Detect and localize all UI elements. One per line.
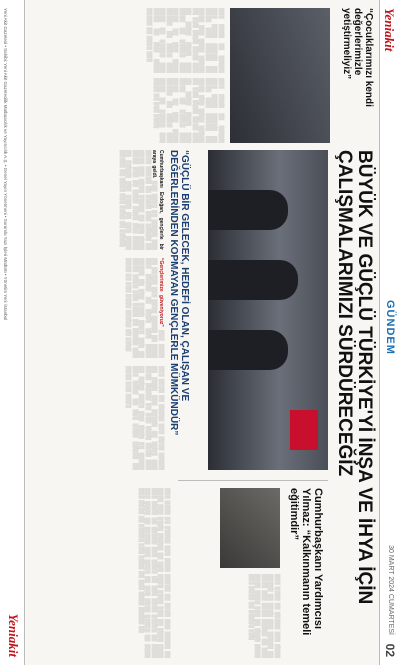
- person-silhouette: [208, 260, 298, 300]
- page-header: [379, 0, 400, 665]
- left-story-photo: [230, 8, 330, 143]
- imprint: Yeni Akit Gazetesi • Sahibi: Yeni Akit Gazetecilik Matbaacılık ve Yayıncılık A.Ş. • Genel Yayın Yönetmeni • Sorumlu Yazı İşleri Müdürü • Yönetim Yeri: İstanbul: [3, 8, 9, 321]
- left-story-column-2: ░░░ ░░░░ ░░ ░░░░░ ░░░ ░░░░ ░░░░░ ░░ ░░░░ ░░░ ░░░░░ ░░ ░░░░ ░░░ ░░░░ ░░░░░ ░░ ░░░ ░░░░ ░░░░ ░░░ ░░ ░░░░ ░░░░ ░░░ ░░░░ ░░ ░░░░░ ░░░ ░░░░ ░░ ░░░ ░░░░ ░░░░░ ░░ ░░░░ ░░░ ░░░░ ░░ ░░░░░ ░░░ ░░░░ ░░ ░░░ ░░░░: [153, 78, 224, 143]
- side-story-photo: [220, 488, 280, 568]
- side-story-column-1: ░░░ ░░░░ ░░ ░░░░░ ░░░ ░░░░ ░░░░░ ░░ ░░░░ ░░░ ░░░░░ ░░ ░░░░ ░░░ ░░░░ ░░░░░ ░░ ░░░ ░░░░ ░░░░ ░░░ ░░ ░░░░ ░░░░ ░░░ ░░░░ ░░ ░░░░░ ░░░: [248, 574, 280, 658]
- footer-logo: Yeniakit: [6, 613, 21, 657]
- masthead-logo: Yeniakit: [382, 8, 397, 52]
- left-story-headline: “Çocuklarımızı kendi değerlerimizle yetiştirmeliyiz”: [341, 8, 374, 107]
- main-story-column-3: ░░░ ░░░░ ░░ ░░░░░ ░░░ ░░░░ ░░░░░ ░░ ░░░░ ░░░ ░░░░░ ░░ ░░░░ ░░░ ░░░░ ░░░░░ ░░ ░░░ ░░░░ ░░░░ ░░░ ░░ ░░░░ ░░░░ ░░░ ░░░░ ░░ ░░░░░ ░░░ ░░░░ ░░ ░░░ ░░░░ ░░░░░ ░░ ░░░░ ░░░ ░░░░: [125, 366, 164, 470]
- page-number: 02: [383, 643, 397, 657]
- flag-in-photo: [290, 410, 318, 450]
- main-headline-line-2: ÇALIŞMALARIMIZI SÜRDÜRECEĞİZ: [334, 150, 355, 477]
- main-headline: [334, 150, 374, 650]
- section-name: GÜNDEM: [384, 300, 396, 355]
- main-headline-line-1: BÜYÜK VE GÜÇLÜ TÜRKİYE'Yİ İNŞA VE İHYA İÇİN: [354, 150, 375, 605]
- person-silhouette: [208, 190, 288, 230]
- page-date: 30 MART 2024 CUMARTESİ: [387, 545, 394, 635]
- main-story-lead: Cumhurbaşkanı Erdoğan, gençlerle bir araya geldi.: [151, 150, 164, 250]
- main-photo: [208, 150, 328, 470]
- main-story-column-2: “Gençlerimize güveniyoruz” ░░░ ░░░░ ░░ ░░░░░ ░░░ ░░░░ ░░░░░ ░░ ░░░░ ░░░ ░░░░░ ░░ ░░░░ ░░░ ░░░░ ░░░░░ ░░ ░░░ ░░░░ ░░░░ ░░░ ░░ ░░░░ ░░░░ ░░░ ░░░░ ░░ ░░░░░ ░░░ ░░░░ ░░ ░░░ ░░░░ ░░░░░ ░░ ░░░░: [125, 258, 164, 358]
- page-footer: [0, 0, 25, 665]
- side-story-headline: Cumhurbaşkanı Yardımcısı Yılmaz: “Kalkınmanın temeli eğitimdir”: [288, 488, 324, 636]
- main-subhead: “GÜÇLÜ BİR GELECEK, HEDEFİ OLAN, ÇALIŞAN VE DEĞERLERİNDEN KOPMAYAN GENÇLERLE MÜMKÜNDÜR”: [168, 150, 190, 436]
- side-story-column-2: ░░░ ░░░░ ░░ ░░░░░ ░░░ ░░░░ ░░░░░ ░░ ░░░░ ░░░ ░░░░░ ░░ ░░░░ ░░░ ░░░░ ░░░░░ ░░ ░░░ ░░░░ ░░░░ ░░░ ░░ ░░░░ ░░░░ ░░░ ░░░░ ░░ ░░░░░ ░░░ ░░░░ ░░ ░░░ ░░░░ ░░░░░ ░░ ░░░░ ░░░ ░░░░ ░░ ░░░░░ ░░░ ░░░░ ░░ ░░░ ░░░░ ░░░░░ ░░ ░░░░ ░░░ ░░░░ ░░ ░░░░░ ░░░ ░░░░ ░░ ░░░ ░░░░ ░░░░░ ░░: [138, 488, 170, 658]
- left-story-column-1: ░░░ ░░░░ ░░ ░░░░░ ░░░ ░░░░ ░░░░░ ░░ ░░░░ ░░░ ░░░░░ ░░ ░░░░ ░░░ ░░░░ ░░░░░ ░░ ░░░ ░░░░ ░░░░ ░░░ ░░ ░░░░ ░░░░ ░░░ ░░░░ ░░ ░░░░░ ░░░ ░░░░ ░░ ░░░ ░░░░ ░░░░░ ░░ ░░░░ ░░░ ░░░░ ░░ ░░░░░ ░░░ ░░░░ ░░ ░░░ ░░░░ ░░░░░ ░░ ░░░░ ░░░: [146, 8, 224, 73]
- red-callout: “Gençlerimize güveniyoruz”: [158, 258, 164, 327]
- main-story-column-1: Cumhurbaşkanı Erdoğan, gençlerle bir araya geldi. ░░░ ░░░░ ░░ ░░░░░ ░░░ ░░░░ ░░░░░ ░░ ░░░░ ░░░ ░░░░░ ░░ ░░░░ ░░░ ░░░░ ░░░░░ ░░ ░░░ ░░░░ ░░░░ ░░░ ░░ ░░░░ ░░░░ ░░░ ░░░░ ░░ ░░░░░ ░░░ ░░░░ ░░ ░░░ ░░░░ ░░░░░ ░░ ░░░░ ░░░ ░░░░ ░░ ░░░░░: [119, 150, 164, 251]
- person-silhouette: [208, 330, 288, 370]
